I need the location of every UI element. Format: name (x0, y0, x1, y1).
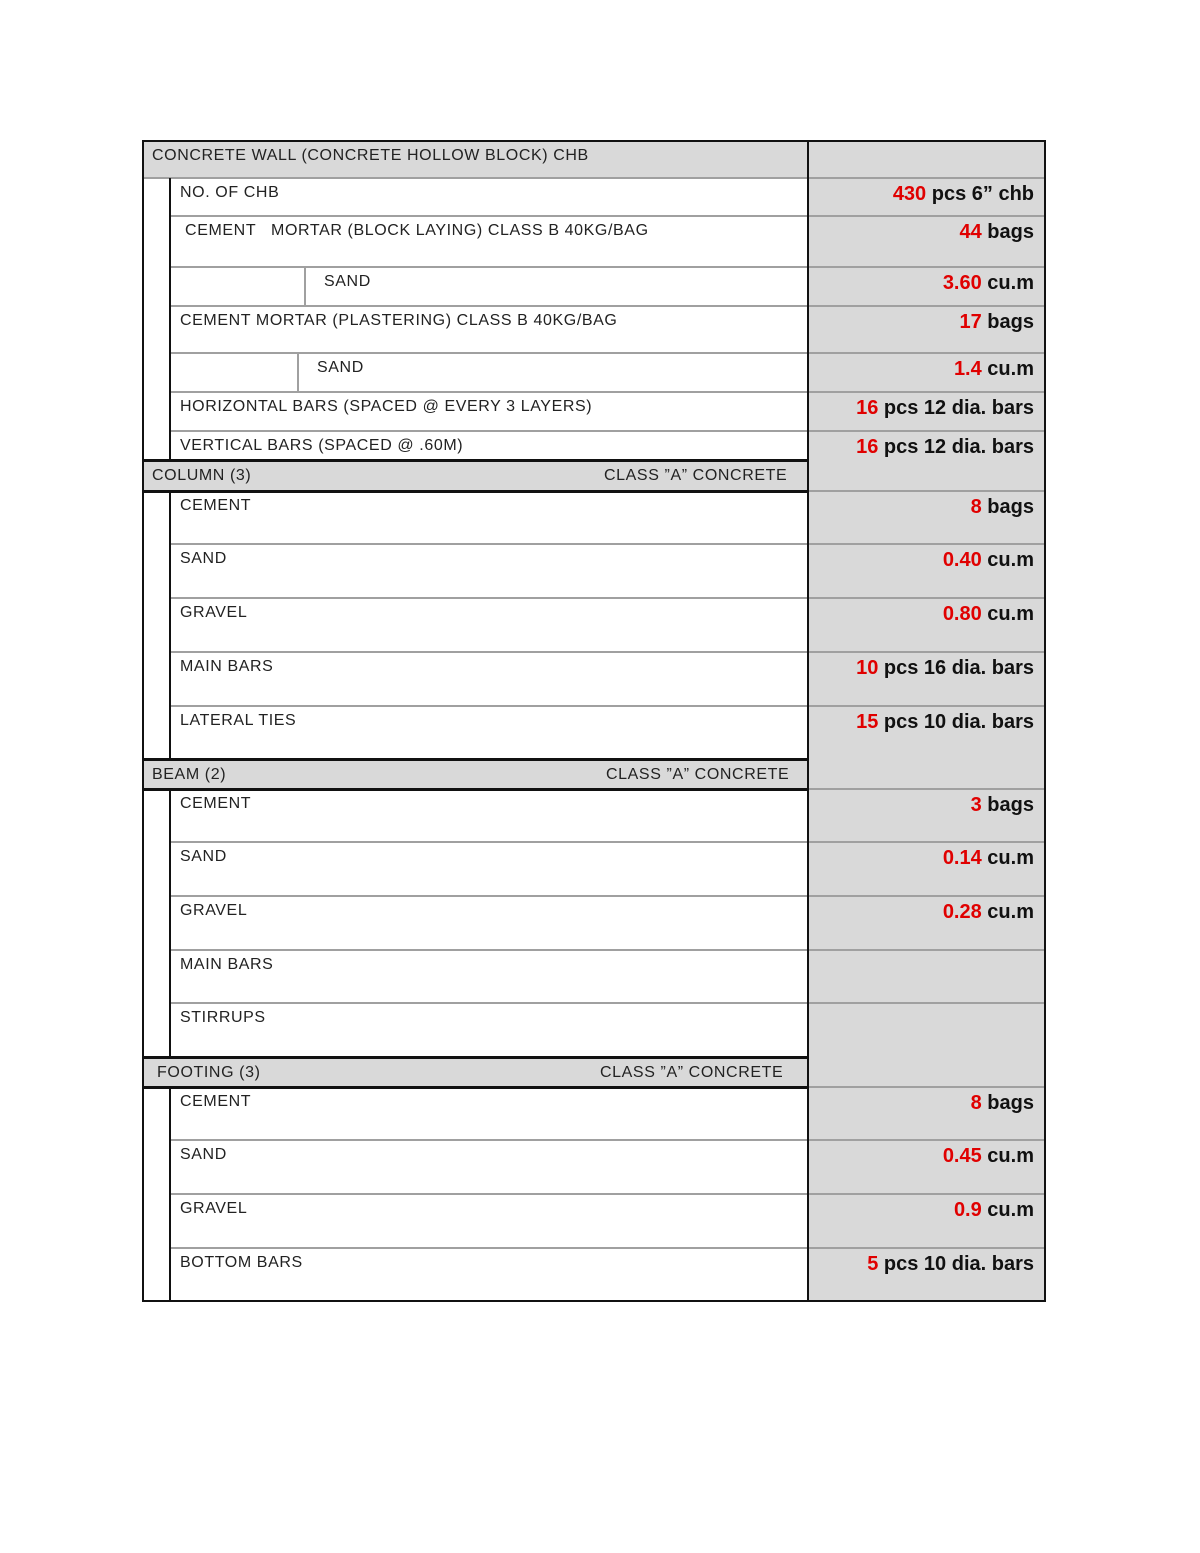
item-label: SAND (180, 848, 227, 865)
quantity-number: 0.40 (942, 549, 982, 571)
item-quantity (867, 1252, 1034, 1276)
item-label: SAND (180, 550, 227, 567)
section-title: CONCRETE WALL (CONCRETE HOLLOW BLOCK) CHB (152, 147, 589, 164)
quantity-number: 3.60 (942, 272, 982, 294)
item-label: CEMENT MORTAR (BLOCK LAYING) CLASS B 40KG/BAG (180, 222, 649, 239)
item-label: MAIN BARS (180, 658, 274, 675)
value-column-divider (807, 140, 809, 1302)
quantity-unit: cu.m (981, 1145, 1034, 1167)
concrete-class-label: CLASS ”A” CONCRETE (604, 467, 788, 484)
quantity-number: 1.4 (953, 358, 982, 380)
item-label: CEMENT (180, 1093, 252, 1110)
quantity-unit: bags (981, 496, 1034, 518)
quantity-number: 0.28 (942, 901, 982, 923)
section-title: FOOTING (3) (152, 1064, 261, 1081)
quantity-number: 0.80 (942, 603, 982, 625)
item-label: SAND (324, 273, 371, 290)
quantity-unit: bags (981, 1092, 1034, 1114)
item-label: CEMENT (180, 497, 252, 514)
item-quantity (856, 435, 1034, 459)
quantity-number: 8 (970, 496, 982, 518)
quantity-unit: pcs 6” chb (926, 183, 1034, 205)
quantity-number: 15 (856, 711, 879, 733)
quantity-unit: cu.m (981, 272, 1034, 294)
item-quantity (943, 602, 1034, 626)
quantity-number: 16 (856, 397, 879, 419)
item-label: STIRRUPS (180, 1009, 266, 1026)
quantity-unit: cu.m (981, 901, 1034, 923)
section-indent-bar (169, 789, 171, 1057)
quantity-unit: cu.m (981, 549, 1034, 571)
item-quantity (971, 793, 1034, 817)
item-quantity (971, 1091, 1034, 1115)
quantity-unit: bags (981, 311, 1034, 333)
item-label: SAND (180, 1146, 227, 1163)
item-label: HORIZONTAL BARS (SPACED @ EVERY 3 LAYERS) (180, 398, 593, 415)
quantity-number: 8 (970, 1092, 982, 1114)
quantity-number: 44 (959, 221, 982, 243)
item-quantity (960, 220, 1035, 244)
item-quantity (943, 846, 1034, 870)
quantity-unit: pcs 10 dia. bars (878, 1253, 1034, 1275)
quantity-number: 16 (856, 436, 879, 458)
item-quantity (943, 271, 1034, 295)
quantity-number: 0.45 (942, 1145, 982, 1167)
quantity-unit: pcs 12 dia. bars (878, 397, 1034, 419)
item-quantity (893, 182, 1034, 206)
item-label: SAND (317, 359, 364, 376)
quantity-unit: cu.m (981, 603, 1034, 625)
section-indent-bar (169, 491, 171, 759)
quantity-unit: cu.m (981, 847, 1034, 869)
item-quantity (943, 548, 1034, 572)
quantity-number: 17 (959, 311, 982, 333)
quantity-unit: bags (981, 794, 1034, 816)
quantity-unit: bags (981, 221, 1034, 243)
section-indent-bar (169, 178, 171, 460)
quantity-number: 5 (867, 1253, 879, 1275)
item-label: NO. OF CHB (180, 184, 280, 201)
item-quantity (943, 1144, 1034, 1168)
quantity-unit: pcs 12 dia. bars (878, 436, 1034, 458)
quantity-number: 3 (970, 794, 982, 816)
item-label: GRAVEL (180, 1200, 248, 1217)
item-label: GRAVEL (180, 604, 248, 621)
item-label: LATERAL TIES (180, 712, 297, 729)
item-quantity (954, 1198, 1034, 1222)
item-quantity (954, 357, 1034, 381)
item-label: MAIN BARS (180, 956, 274, 973)
materials-estimate-table (142, 140, 1046, 1302)
quantity-unit: cu.m (981, 358, 1034, 380)
item-label: VERTICAL BARS (SPACED @ .60M) (180, 437, 464, 454)
quantity-number: 0.14 (942, 847, 982, 869)
item-quantity (856, 656, 1034, 680)
sub-item-divider (297, 353, 299, 392)
item-quantity (856, 710, 1034, 734)
sub-item-divider (304, 267, 306, 306)
item-quantity (856, 396, 1034, 420)
item-quantity (971, 495, 1034, 519)
quantity-number: 10 (856, 657, 879, 679)
section-indent-bar (169, 1087, 171, 1302)
item-label: GRAVEL (180, 902, 248, 919)
item-label: BOTTOM BARS (180, 1254, 303, 1271)
item-label: CEMENT (180, 795, 252, 812)
concrete-class-label: CLASS ”A” CONCRETE (600, 1064, 784, 1081)
quantity-number: 0.9 (953, 1199, 982, 1221)
section-title: BEAM (2) (152, 766, 227, 783)
quantity-number: 430 (892, 183, 927, 205)
concrete-class-label: CLASS ”A” CONCRETE (606, 766, 790, 783)
quantity-unit: pcs 10 dia. bars (878, 711, 1034, 733)
section-title: COLUMN (3) (152, 467, 252, 484)
item-quantity (943, 900, 1034, 924)
item-label: CEMENT MORTAR (PLASTERING) CLASS B 40KG/BAG (180, 312, 618, 329)
quantity-unit: pcs 16 dia. bars (878, 657, 1034, 679)
item-quantity (960, 310, 1035, 334)
quantity-unit: cu.m (981, 1199, 1034, 1221)
